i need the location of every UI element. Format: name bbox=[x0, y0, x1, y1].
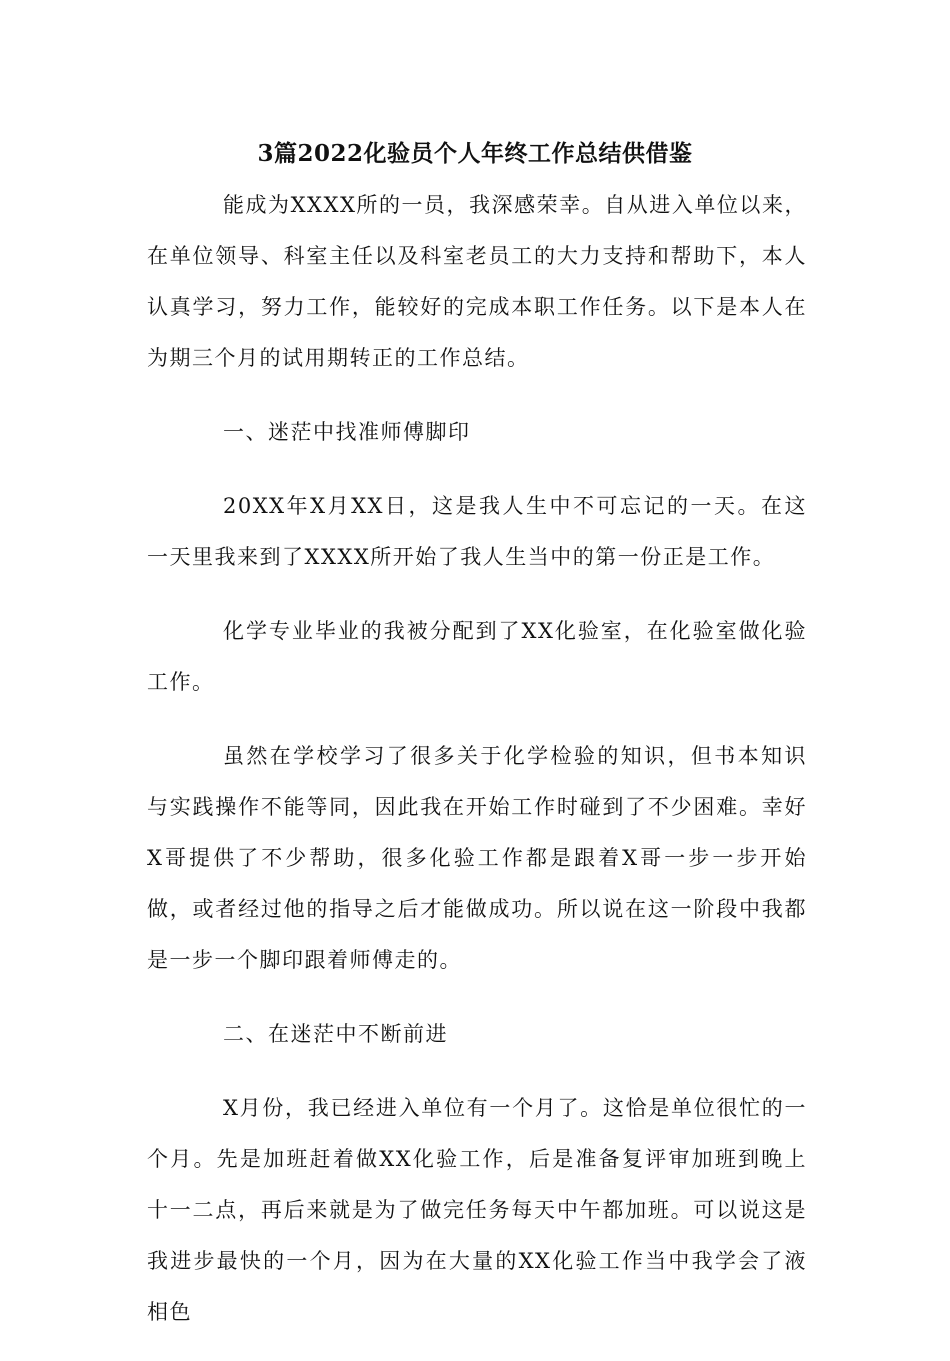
paragraph-intro: 能成为XXXX所的一员，我深感荣幸。自从进入单位以来，在单位领导、科室主任以及科室老员工的大力支持和帮助下，本人认真学习，努力工作，能较好的完成本职工作任务。以下是本人在为期三个月的试用期转正的工作总结。 bbox=[147, 193, 807, 370]
paragraph-busy-month: X月份，我已经进入单位有一个月了。这恰是单位很忙的一个月。先是加班赶着做XX化验工作，后是准备复评审加班到晚上十一二点，再后来就是为了做完任务每天中午都加班。可以说这是我进步最快的一个月，因为在大量的XX化验工作当中我学会了液相色 bbox=[147, 1096, 807, 1324]
document-title: 3篇2022化验员个人年终工作总结供借鉴 bbox=[257, 140, 693, 167]
paragraph-first-day: 20XX年X月XX日，这是我人生中不可忘记的一天。在这一天里我来到了XXXX所开始了我人生当中的第一份正是工作。 bbox=[147, 494, 807, 569]
section-heading-2: 二、在迷茫中不断前进 bbox=[223, 1022, 448, 1046]
section-heading-1: 一、迷茫中找准师傅脚印 bbox=[223, 420, 471, 444]
document-body bbox=[147, 180, 807, 1361]
paragraph-learning: 虽然在学校学习了很多关于化学检验的知识，但书本知识与实践操作不能等同，因此我在开始工作时碰到了不少困难。幸好X哥提供了不少帮助，很多化验工作都是跟着X哥一步一步开始做，或者经过他的指导之后才能做成功。所以说在这一阶段中我都是一步一个脚印跟着师傅走的。 bbox=[147, 744, 807, 972]
paragraph-assignment: 化学专业毕业的我被分配到了XX化验室，在化验室做化验工作。 bbox=[147, 619, 807, 694]
